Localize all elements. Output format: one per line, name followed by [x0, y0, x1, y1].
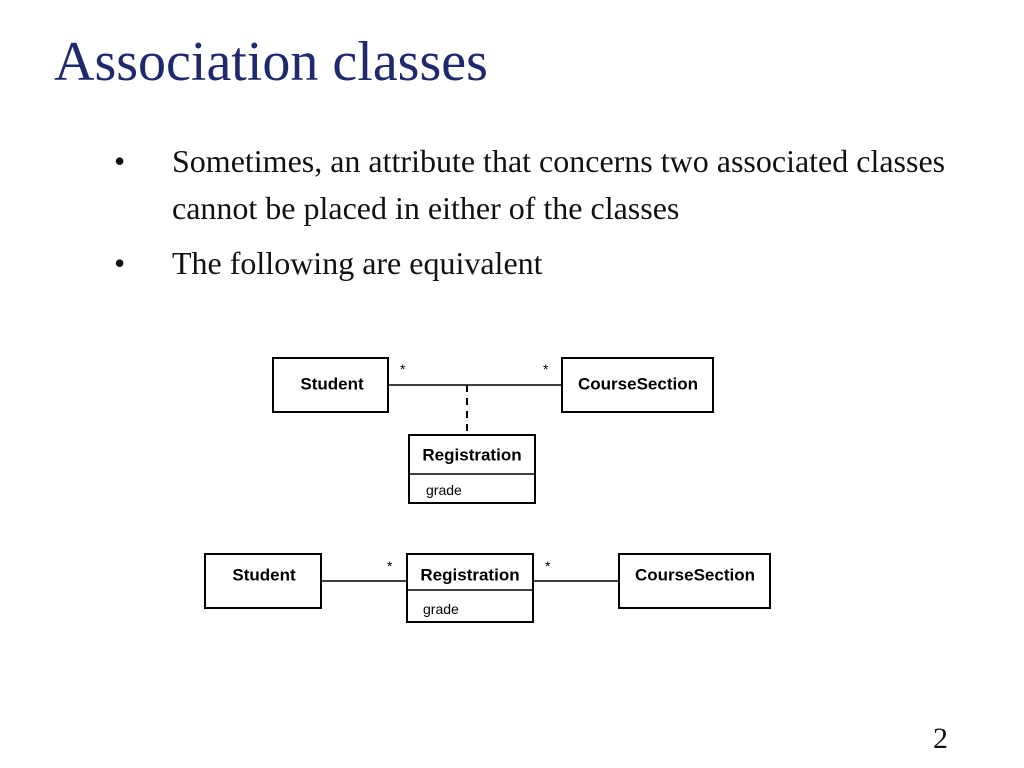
page-number: 2 — [933, 722, 948, 755]
multiplicity-right-2: * — [545, 558, 551, 574]
registration-attribute-grade: grade — [426, 482, 462, 498]
registration-attribute-grade-2: grade — [423, 601, 459, 617]
registration-class-name: Registration — [422, 445, 522, 465]
multiplicity-right: * — [543, 361, 549, 377]
bullet-text: The following are equivalent — [172, 245, 543, 281]
association-class-diagram — [273, 358, 713, 503]
bullet-marker: • — [114, 245, 126, 281]
student-class-name-2: Student — [232, 565, 296, 585]
course-section-class-name-2: CourseSection — [635, 565, 755, 585]
course-section-class-name: CourseSection — [578, 374, 698, 394]
registration-class-name-2: Registration — [420, 565, 520, 585]
multiplicity-left-2: * — [387, 558, 393, 574]
intermediate-class-diagram — [205, 554, 770, 622]
slide-title: Association classes — [54, 31, 488, 93]
student-class-name: Student — [300, 374, 364, 394]
bullet-text: Sometimes, an attribute that concerns two associated classes cannot be placed in either of the classes — [172, 143, 946, 226]
multiplicity-left: * — [400, 361, 406, 377]
bullet-marker: • — [114, 143, 126, 179]
